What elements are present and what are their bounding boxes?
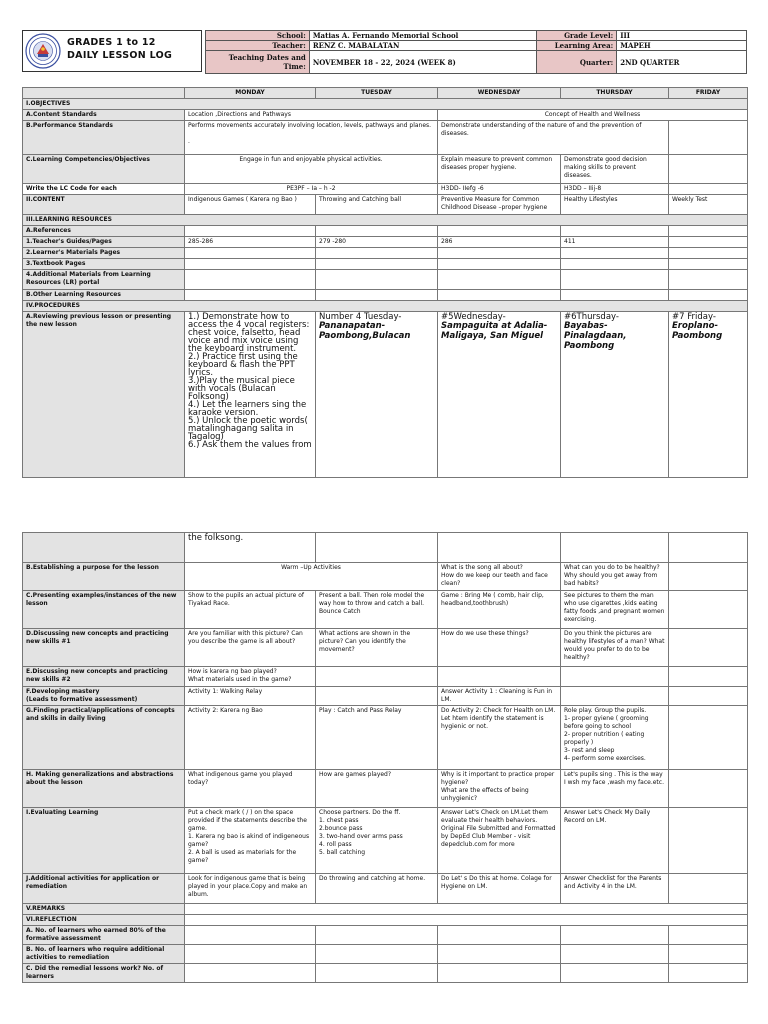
school-value: Matias A. Fernando Memorial School <box>309 31 537 41</box>
row-additional-activities: J.Additional activities for application or remediation <box>23 874 185 904</box>
section-reflection: VI.REFLECTION <box>23 915 185 926</box>
cell-addact-wed: Do Let' s Do this at home. Colage for Hygiene on LM. <box>438 874 561 904</box>
row-teachers-guides: 1.Teacher's Guides/Pages <box>23 237 185 248</box>
row-additional-materials: 4.Additional Materials from Learning Resources (LR) portal <box>23 270 185 290</box>
school-label: School: <box>206 31 310 41</box>
cell-content-std-wed-fri: Concept of Health and Wellness <box>438 110 748 121</box>
row-establishing-purpose: B.Establishing a purpose for the lesson <box>23 563 185 591</box>
cell-mastery-mon: Activity 1: Walking Relay <box>185 687 316 706</box>
form-title-line2: DAILY LESSON LOG <box>67 50 173 61</box>
row-learners-materials: 2.Learner's Materials Pages <box>23 248 185 259</box>
row-content: II.CONTENT <box>23 195 185 215</box>
row-textbook-pages: 3.Textbook Pages <box>23 259 185 270</box>
row-evaluating-learning: I.Evaluating Learning <box>23 808 185 874</box>
row-discussing-2: E.Discussing new concepts and practicing new skills #2 <box>23 667 185 687</box>
cell-apply-thu: Role play. Group the pupils. 1- proper gyiene ( grooming before going to school 2- proper nutrition ( eating properly ) 3- rest and sleep 4- perform some exercises. <box>561 706 669 770</box>
review-thu-place: Bayabas-Pinalagdaan, Paombong <box>564 321 627 351</box>
cell-discuss1-wed: How do we use these things? <box>438 629 561 667</box>
cell-perf-std-wed-thu: Demonstrate understanding of the nature of and the prevention of diseases. <box>438 121 669 155</box>
cell-review-fri <box>669 312 748 478</box>
cell-content-wed: Preventive Measure for Common Childhood Disease –proper hygiene <box>438 195 561 215</box>
cell-comp-mon-tue: Engage in fun and enjoyable physical activities. <box>185 155 438 184</box>
teaching-dates-value: NOVEMBER 18 - 22, 2024 (WEEK 8) <box>309 51 537 74</box>
cell-comp-wed: Explain measure to prevent common diseases proper hygiene. <box>438 155 561 184</box>
review-fri-label: #7 Friday- <box>672 312 716 322</box>
section-remarks: V.REMARKS <box>23 904 185 915</box>
cell-eval-mon: Put a check mark ( / ) on the space provided if the statements describe the game. 1. Karera ng bao is akind of indigeneous game? 2. A ball is used as materials for the game? <box>185 808 316 874</box>
cell-addact-mon: Look for indigenous game that is being played in your place.Copy and make an album. <box>185 874 316 904</box>
cell-present-mon: Show to the pupils an actual picture of Tiyakad Race. <box>185 591 316 629</box>
cell-lc-wed: H3DD- IIefg -6 <box>438 184 561 195</box>
deped-seal-icon <box>25 33 61 69</box>
row-discussing-1: D.Discussing new concepts and practicing new skills #1 <box>23 629 185 667</box>
cell-purpose-mon-tue: Warm –Up Activities <box>185 563 438 591</box>
review-fri-place: Eroplano-Paombong <box>672 321 723 341</box>
cell-mastery-wed: Answer Activity 1 : Cleaning is Fun in LM. <box>438 687 561 706</box>
learning-area-value: MAPEH <box>617 41 747 51</box>
row-reflection-a: A. No. of learners who earned 80% of the formative assessment <box>23 926 185 945</box>
review-wed-label: #5Wednesday- <box>441 312 506 322</box>
cell-purpose-wed: What is the song all about? How do we keep our teeth and face clean? <box>438 563 561 591</box>
teacher-label: Teacher: <box>206 41 310 51</box>
row-presenting-examples: C.Presenting examples/instances of the new lesson <box>23 591 185 629</box>
review-tue-place: Pananapatan-Paombong,Bulacan <box>319 321 411 341</box>
teaching-dates-label: Teaching Dates and Time: <box>206 51 310 74</box>
cell-lc-mon-tue: PE3PF – Ia – h -2 <box>185 184 438 195</box>
cell-eval-thu: Answer Let's Check My Daily Record on LM. <box>561 808 669 874</box>
day-header-wednesday: WEDNESDAY <box>438 88 561 99</box>
cell-review-thu <box>561 312 669 478</box>
cell-general-thu: Let's pupils sing . This is the way I wsh my face ,wash my face.etc. <box>561 770 669 808</box>
cell-content-fri: Weekly Test <box>669 195 748 215</box>
cell-general-tue: How are games played? <box>316 770 438 808</box>
quarter-value: 2ND QUARTER <box>617 51 747 74</box>
section-objectives: I.OBJECTIVES <box>23 99 748 110</box>
cell-addact-thu: Answer Checklist for the Parents and Activity 4 in the LM. <box>561 874 669 904</box>
form-title-line1: GRADES 1 to 12 <box>67 37 156 48</box>
cell-general-mon: What indigenous game you played today? <box>185 770 316 808</box>
cell-tg-tue: 279 -280 <box>316 237 438 248</box>
cell-purpose-thu: What can you do to be healthy? Why should you get away from bad habits? <box>561 563 669 591</box>
lesson-table-part1 <box>22 87 748 478</box>
cell-content-tue: Throwing and Catching ball <box>316 195 438 215</box>
cell-discuss2-mon: How is karera ng bao played? What materials used in the game? <box>185 667 316 687</box>
day-header-thursday: THURSDAY <box>561 88 669 99</box>
row-reflection-b: B. No. of learners who require additional activities to remediation <box>23 945 185 964</box>
cell-tg-thu: 411 <box>561 237 669 248</box>
cell-content-thu: Healthy Lifestyles <box>561 195 669 215</box>
cell-perf-std-mon-tue: Performs movements accurately involving location, levels, pathways and planes. . <box>185 121 438 155</box>
section-learning-resources: III.LEARNING RESOURCES <box>23 215 748 226</box>
learning-area-label: Learning Area: <box>537 41 617 51</box>
cell-discuss1-tue: What actions are shown in the picture? Can you identify the movement? <box>316 629 438 667</box>
review-tue-label: Number 4 Tuesday- <box>319 312 402 322</box>
cell-content-mon: Indigenous Games ( Karera ng Bao ) <box>185 195 316 215</box>
cell-apply-wed: Do Activity 2: Check for Health on LM. Let htem identify the statement is hygienic or not. <box>438 706 561 770</box>
header-info-table <box>205 30 747 74</box>
teacher-value: RENZ C. MABALATAN <box>309 41 537 51</box>
corner-cell <box>23 88 185 99</box>
cell-review-mon-continued: the folksong. <box>185 533 316 563</box>
cell-present-tue: Present a ball. Then role model the way how to throw and catch a ball. Bounce Catch <box>316 591 438 629</box>
row-developing-mastery: F.Developing mastery (Leads to formative assessment) <box>23 687 185 706</box>
cell-comp-thu: Demonstrate good decision making skills to prevent diseases. <box>561 155 669 184</box>
row-performance-standards: B.Performance Standards <box>23 121 185 155</box>
cell-eval-tue: Choose partners. Do the ff. 1. chest pass 2.bounce pass 3. two-hand over arms pass 4. roll pass 5. ball catching <box>316 808 438 874</box>
cell-eval-wed: Answer Let's Check on LM.Let them evaluate their health behaviors. Original File Submitted and Formatted by DepEd Club Member - visit depedclub.com for more <box>438 808 561 874</box>
cell-discuss1-thu: Do you think the pictures are healthy lifestyles of a man? What would you prefer to do to be healthy? <box>561 629 669 667</box>
grade-level-value: III <box>617 31 747 41</box>
review-wed-place: Sampaguita at Adalia-Maligaya, San Miguel <box>441 321 548 341</box>
cell-tg-mon: 285-286 <box>185 237 316 248</box>
grade-level-label: Grade Level: <box>537 31 617 41</box>
quarter-label: Quarter: <box>537 51 617 74</box>
row-generalizations: H. Making generalizations and abstractions about the lesson <box>23 770 185 808</box>
cell-discuss1-mon: Are you familiar with this picture? Can you describe the game is all about? <box>185 629 316 667</box>
cell-content-std-mon-tue: Location ,Directions and Pathways <box>185 110 438 121</box>
cell-apply-mon: Activity 2: Karera ng Bao <box>185 706 316 770</box>
row-references: A.References <box>23 226 185 237</box>
cell-review-wed <box>438 312 561 478</box>
cell-general-wed: Why is it important to practice proper hygiene? What are the effects of being unhygienic? <box>438 770 561 808</box>
cell-present-thu: See pictures to them the man who use cigarettes ,kids eating fatty foods ,and pregnant women exercising. <box>561 591 669 629</box>
cell-apply-tue: Play : Catch and Pass Relay <box>316 706 438 770</box>
row-lc-code: Write the LC Code for each <box>23 184 185 195</box>
day-header-monday: MONDAY <box>185 88 316 99</box>
cell-tg-wed: 286 <box>438 237 561 248</box>
cell-review-tue <box>316 312 438 478</box>
cell-review-mon: 1.) Demonstrate how to access the 4 vocal registers: chest voice, falsetto, head voice and mix voice using the keyboard instrument. 2.) Practice first using the keyboard & flash the PPT lyrics. 3.)Play the musical piece with vocals (Bulacan Folksong) 4.) Let the learners sing the karaoke version. 5.) Unlock the poetic words( matalinghagang salita in Tagalog) 6.) Ask them the values from <box>185 312 316 478</box>
row-content-standards: A.Content Standards <box>23 110 185 121</box>
row-competencies: C.Learning Competencies/Objectives <box>23 155 185 184</box>
day-header-tuesday: TUESDAY <box>316 88 438 99</box>
row-reviewing-lesson: A.Reviewing previous lesson or presenting the new lesson <box>23 312 185 478</box>
lesson-table-part2 <box>22 532 748 983</box>
review-thu-label: #6Thursday- <box>564 312 619 322</box>
row-other-resources: B.Other Learning Resources <box>23 290 185 301</box>
cell-lc-thu: H3DD – IIij-8 <box>561 184 669 195</box>
row-reflection-c: C. Did the remedial lessons work? No. of learners <box>23 964 185 983</box>
row-finding-applications: G.Finding practical/applications of concepts and skills in daily living <box>23 706 185 770</box>
cell-addact-tue: Do throwing and catching at home. <box>316 874 438 904</box>
section-procedures: IV.PROCEDURES <box>23 301 748 312</box>
day-header-friday: FRIDAY <box>669 88 748 99</box>
cell-present-wed: Game : Bring Me ( comb, hair clip, headband,toothbrush) <box>438 591 561 629</box>
title-block <box>22 30 202 72</box>
